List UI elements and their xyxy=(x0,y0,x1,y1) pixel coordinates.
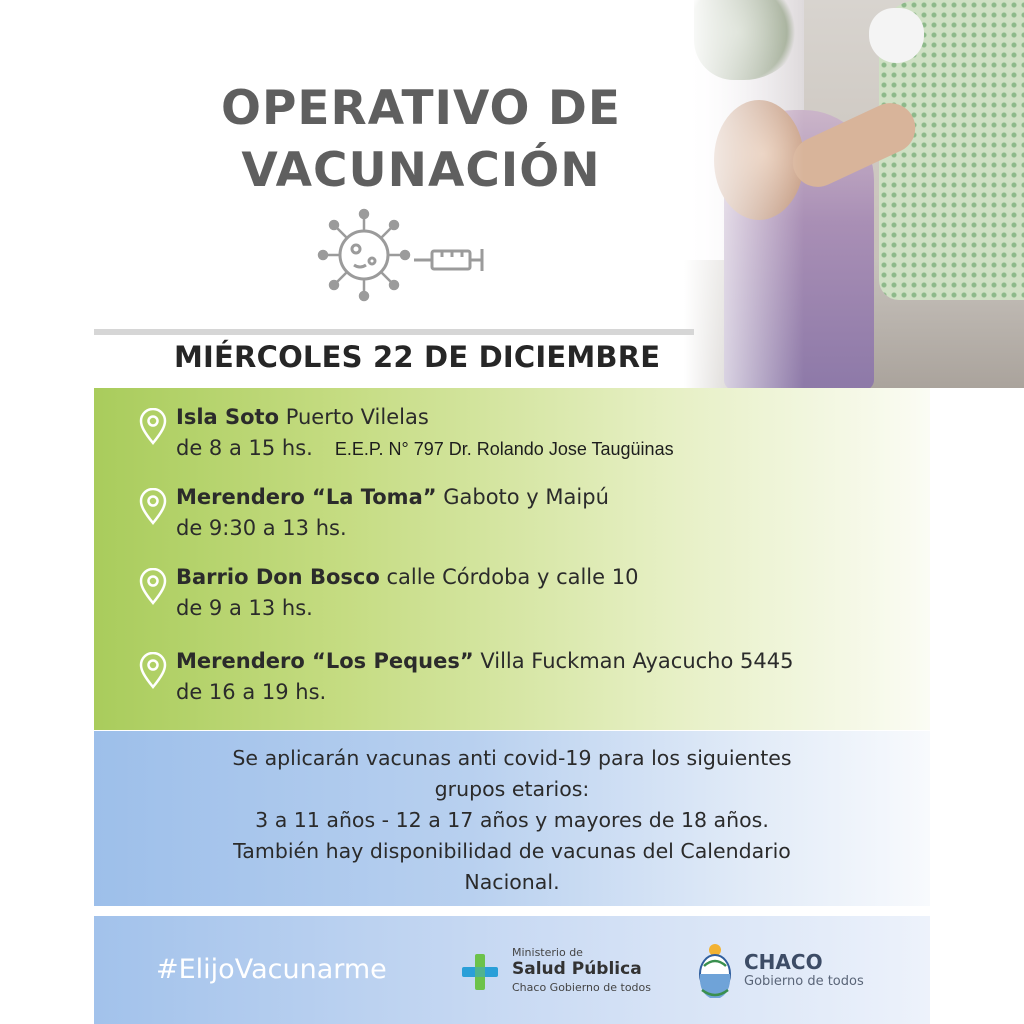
info-line-5: Nacional. xyxy=(464,870,560,894)
ministry-logo xyxy=(462,944,672,1004)
divider xyxy=(94,329,694,335)
page-title xyxy=(186,78,656,202)
location-name: Merendero “Los Peques” xyxy=(176,649,474,673)
location-place: Puerto Vilelas xyxy=(285,405,429,429)
coat-of-arms-seal xyxy=(696,942,734,998)
info-line-4: También hay disponibilidad de vacunas del Calendario xyxy=(233,839,791,863)
virus-and-syringe-icon xyxy=(314,205,494,305)
location-hours: de 9:30 a 13 hs. xyxy=(176,516,347,540)
location-place: calle Córdoba y calle 10 xyxy=(386,565,639,589)
plus-cross-icon xyxy=(462,954,498,990)
location-extra: E.E.P. N° 797 Dr. Rolando Jose Taugüinas xyxy=(334,439,674,459)
location-name: Isla Soto xyxy=(176,405,280,429)
ministry-line-1: Ministerio de xyxy=(512,946,583,959)
province-name: CHACO xyxy=(744,950,823,974)
info-line-1: Se aplicarán vacunas anti covid-19 para los siguientes xyxy=(232,746,792,770)
info-line-3: 3 a 11 años - 12 a 17 años y mayores de 18 años. xyxy=(255,808,769,832)
hashtag: #ElijoVacunarme xyxy=(156,954,387,985)
info-text xyxy=(134,743,890,898)
province-tagline: Gobierno de todos xyxy=(744,974,864,989)
info-line-2: grupos etarios: xyxy=(434,777,590,801)
date-heading: MIÉRCOLES 22 DE DICIEMBRE xyxy=(174,340,661,374)
chaco-logo xyxy=(696,940,886,1004)
map-pin-icon xyxy=(138,408,168,446)
map-pin-icon xyxy=(138,652,168,690)
vaccination-photo xyxy=(684,0,1024,388)
footer xyxy=(94,916,930,1024)
title-line-2: VACUNACIÓN xyxy=(241,143,601,198)
ministry-line-3: Chaco Gobierno de todos xyxy=(512,981,651,994)
location-name: Merendero “La Toma” xyxy=(176,485,437,509)
location-hours: de 16 a 19 hs. xyxy=(176,680,327,704)
title-line-1: OPERATIVO DE xyxy=(221,81,621,136)
location-place: Villa Fuckman Ayacucho 5445 xyxy=(480,649,794,673)
ministry-line-2: Salud Pública xyxy=(512,959,642,979)
location-place: Gaboto y Maipú xyxy=(443,485,609,509)
poster xyxy=(94,0,930,1024)
locations-panel xyxy=(94,388,930,730)
location-name: Barrio Don Bosco xyxy=(176,565,380,589)
map-pin-icon xyxy=(138,488,168,526)
map-pin-icon xyxy=(138,568,168,606)
location-hours: de 9 a 13 hs. xyxy=(176,596,313,620)
info-panel xyxy=(94,731,930,906)
location-hours: de 8 a 15 hs. xyxy=(176,436,313,460)
